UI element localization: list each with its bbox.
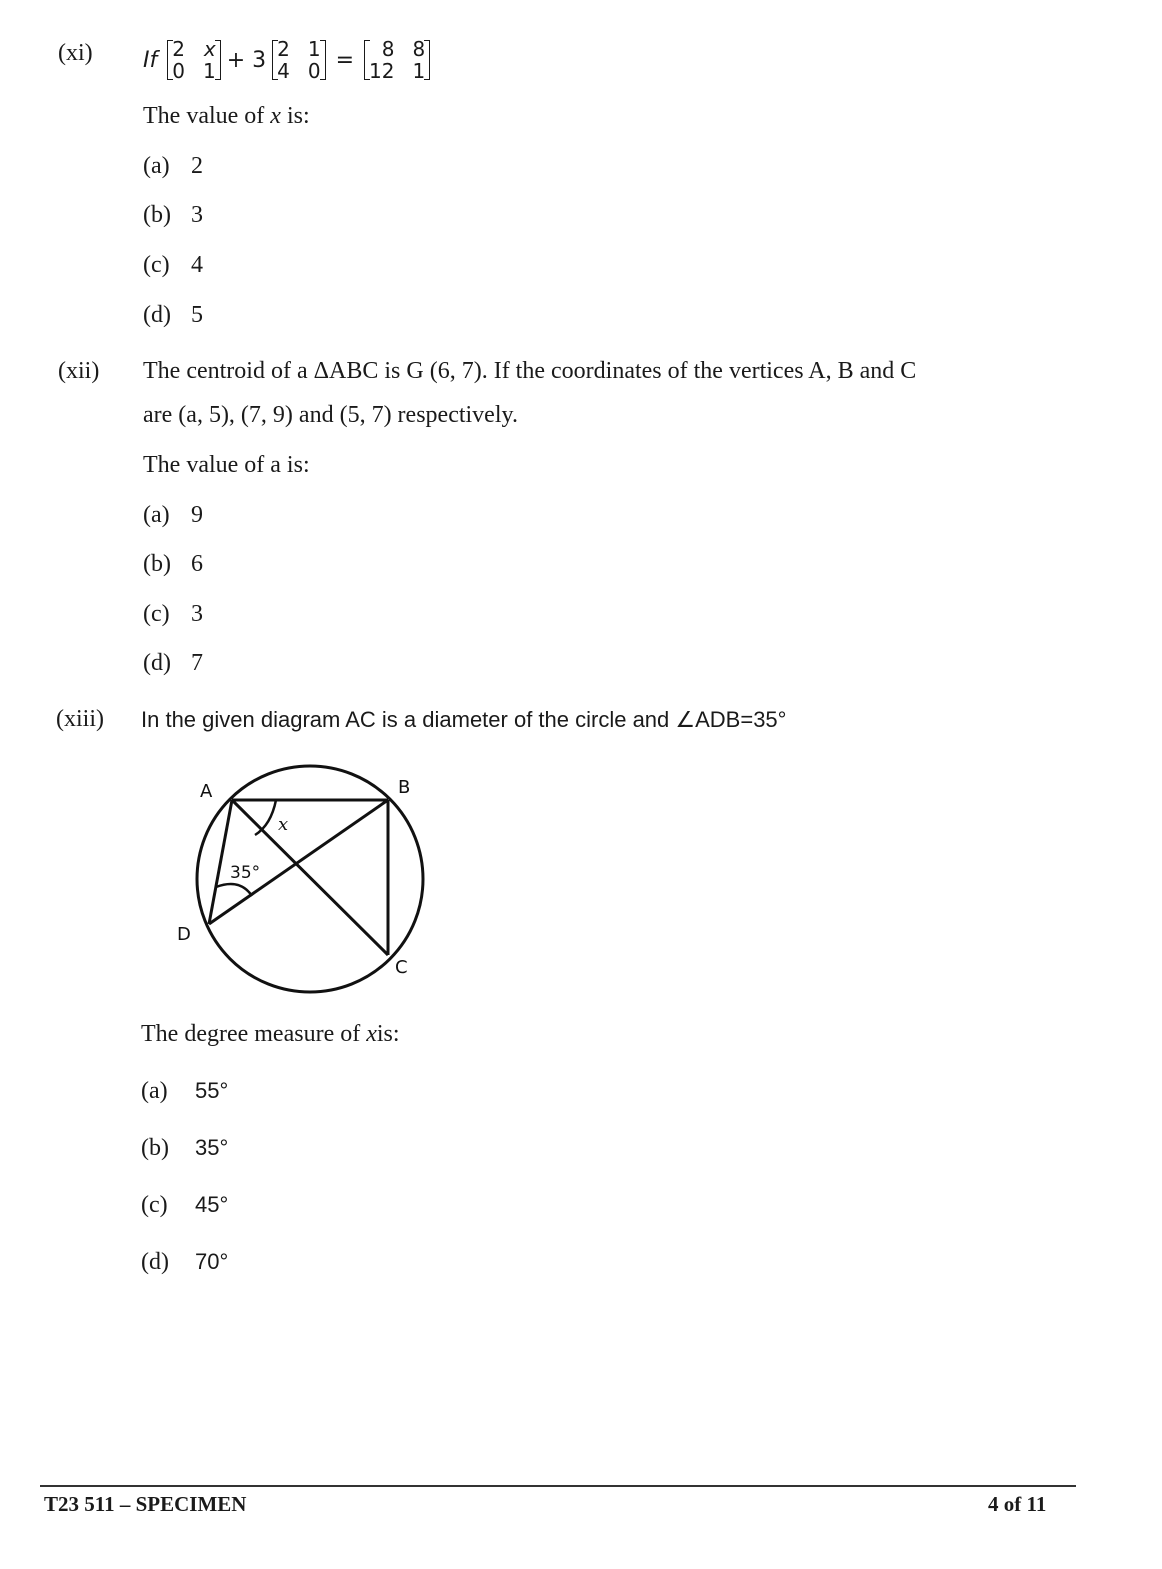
matrix-3 (364, 38, 430, 82)
option-label: (a) (143, 502, 170, 528)
option-value: 35° (195, 1135, 229, 1160)
option-xi-a[interactable] (143, 153, 203, 180)
option-label: (d) (141, 1249, 169, 1275)
matrix-2 (272, 38, 325, 82)
question-text-xiii: In the given diagram AC is a diameter of the circle and ∠ADB=35° (141, 707, 787, 732)
question-number-xii: (xii) (58, 358, 100, 384)
label-b: B (398, 777, 411, 798)
matrix-2-cell: 1 (307, 37, 321, 61)
matrix-3-cell: 1 (412, 59, 426, 83)
equals-sign: = (335, 47, 355, 73)
option-xii-b[interactable] (143, 551, 203, 578)
matrix-3-cell: 8 (412, 37, 426, 61)
question-stem-xiii (141, 1021, 400, 1048)
matrix-1-cell: 0 (172, 59, 185, 83)
option-xiii-d[interactable] (141, 1249, 228, 1276)
option-value: 6 (191, 551, 203, 577)
label-d: D (177, 924, 191, 945)
angle-x-label: x (278, 814, 289, 835)
option-value: 9 (191, 502, 203, 528)
stem-text: The degree measure of (141, 1021, 367, 1047)
option-label: (d) (143, 302, 171, 328)
option-label: (d) (143, 650, 171, 676)
option-xi-b[interactable] (143, 202, 203, 229)
option-value: 3 (191, 601, 203, 627)
equation-prefix: If (143, 47, 158, 73)
matrix-1-cell: x (203, 37, 216, 61)
label-c: C (395, 957, 408, 978)
angle-35-arc (216, 884, 252, 896)
option-xii-c[interactable] (143, 601, 203, 628)
question-text-xii-line1: The centroid of a ΔABC is G (6, 7). If the coordinates of the vertices A, B and C (143, 358, 917, 384)
footer-code: T23 511 – SPECIMEN (44, 1492, 247, 1516)
label-a: A (200, 781, 213, 802)
matrix-3-cell: 8 (381, 37, 395, 61)
option-xiii-c[interactable] (141, 1192, 228, 1219)
option-xiii-b[interactable] (141, 1135, 228, 1162)
matrix-1 (167, 38, 220, 82)
option-value: 70° (195, 1249, 229, 1274)
option-value: 45° (195, 1192, 229, 1217)
chord-ad (209, 800, 232, 924)
question-number-xi: (xi) (58, 40, 93, 66)
stem-variable: x (366, 1021, 377, 1047)
question-number-xiii: (xiii) (56, 706, 104, 732)
option-xii-d[interactable] (143, 650, 203, 677)
option-label: (c) (141, 1192, 168, 1218)
chord-db (209, 800, 388, 924)
option-label: (c) (143, 252, 170, 278)
angle-x-arc (255, 800, 276, 835)
footer-divider (40, 1485, 1076, 1487)
option-label: (b) (143, 551, 171, 577)
option-label: (c) (143, 601, 170, 627)
matrix-2-cell: 4 (277, 59, 290, 83)
angle-35-label: 35° (230, 863, 261, 883)
question-stem-xi (143, 103, 310, 130)
option-label: (a) (141, 1078, 168, 1104)
matrix-equation (143, 38, 430, 82)
matrix-1-cell: 1 (202, 59, 216, 83)
stem-variable: x (270, 103, 281, 129)
option-label: (b) (141, 1135, 169, 1161)
circle-diagram (160, 760, 450, 1010)
question-stem-xii: The value of a is: (143, 452, 310, 478)
stem-text: is: (376, 1021, 400, 1047)
option-xi-c[interactable] (143, 252, 203, 279)
option-value: 55° (195, 1078, 229, 1103)
plus-three: + 3 (226, 47, 267, 73)
option-value: 5 (191, 302, 203, 328)
option-label: (b) (143, 202, 171, 228)
stem-text: The value of (143, 103, 271, 129)
footer-page-number: 4 of 11 (988, 1492, 1047, 1516)
matrix-2-cell: 2 (277, 37, 290, 61)
stem-text: is: (280, 103, 310, 129)
matrix-2-cell: 0 (307, 59, 321, 83)
question-text-xii-line2: are (a, 5), (7, 9) and (5, 7) respectively. (143, 402, 518, 428)
option-xi-d[interactable] (143, 302, 203, 329)
option-value: 2 (191, 153, 203, 179)
option-value: 3 (191, 202, 203, 228)
option-label: (a) (143, 153, 170, 179)
matrix-3-cell: 12 (369, 59, 395, 83)
option-xiii-a[interactable] (141, 1078, 228, 1105)
option-value: 7 (191, 650, 203, 676)
matrix-1-cell: 2 (172, 37, 185, 61)
option-value: 4 (191, 252, 203, 278)
option-xii-a[interactable] (143, 502, 203, 529)
